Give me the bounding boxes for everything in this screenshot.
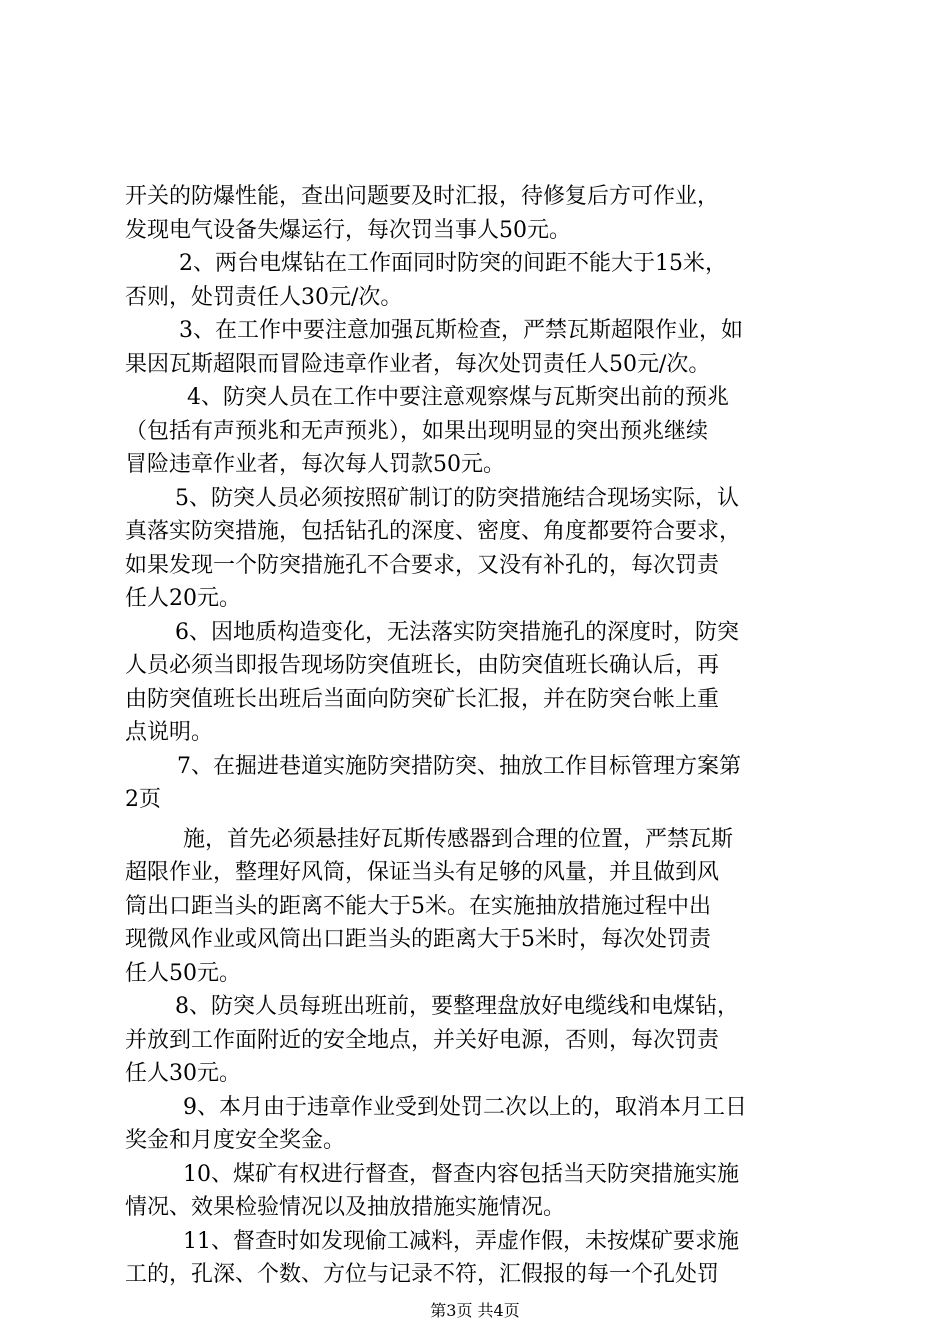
text-line: 11、督查时如发现偷工减料，弄虚作假，未按煤矿要求施 (183, 1229, 739, 1254)
text-line: 6、因地质构造变化，无法落实防突措施孔的深度时，防突 (175, 620, 739, 645)
text-line: 人员必须当即报告现场防突值班长，由防突值班长确认后，再 (125, 653, 720, 678)
text-line: 工的，孔深、个数、方位与记录不符，汇假报的每一个孔处罚 (125, 1262, 720, 1287)
text-line: 8、防突人员每班出班前，要整理盘放好电缆线和电煤钻， (175, 994, 739, 1019)
text-line: 如果发现一个防突措施孔不合要求，又没有补孔的，每次罚责 (125, 553, 720, 578)
text-line: 5、防突人员必须按照矿制订的防突措施结合现场实际，认 (175, 486, 739, 511)
text-line: 并放到工作面附近的安全地点，并关好电源，否则，每次罚责 (125, 1028, 720, 1053)
text-line: 任人30元。 (125, 1061, 241, 1086)
text-line: 现微风作业或风筒出口距当头的距离大于5米时，每次处罚责 (125, 927, 711, 952)
text-line: 点说明。 (125, 720, 214, 745)
text-line: 2、两台电煤钻在工作面同时防突的间距不能大于15米， (179, 251, 727, 276)
text-line: 开关的防爆性能，查出问题要及时汇报，待修复后方可作业， (125, 184, 720, 209)
text-line: 奖金和月度安全奖金。 (125, 1128, 346, 1153)
text-line: 2页 (125, 787, 161, 812)
text-line: 否则，处罚责任人30元/次。 (125, 285, 403, 310)
text-line: 4、防突人员在工作中要注意观察煤与瓦斯突出前的预兆 (187, 385, 729, 410)
text-line: 果因瓦斯超限而冒险违章作业者，每次处罚责任人50元/次。 (125, 352, 711, 377)
page-number-footer: 第3页 共4页 (430, 1301, 520, 1320)
text-line: 超限作业，整理好风筒，保证当头有足够的风量，并且做到风 (125, 860, 720, 885)
text-line: 冒险违章作业者，每次每人罚款50元。 (125, 452, 505, 477)
text-line: （包括有声预兆和无声预兆），如果出现明显的突出预兆继续 (125, 419, 709, 444)
text-line: 7、在掘进巷道实施防突措防突、抽放工作目标管理方案第 (177, 754, 741, 779)
text-line: 情况、效果检验情况以及抽放措施实施情况。 (125, 1195, 566, 1220)
text-line: 由防突值班长出班后当面向防突矿长汇报，并在防突台帐上重 (125, 687, 720, 712)
text-line: 施，首先必须悬挂好瓦斯传感器到合理的位置，严禁瓦斯 (183, 827, 734, 852)
text-line: 10、煤矿有权进行督查，督查内容包括当天防突措施实施 (183, 1162, 739, 1187)
text-line: 筒出口距当头的距离不能大于5米。在实施抽放措施过程中出 (125, 894, 711, 919)
text-line: 发现电气设备失爆运行，每次罚当事人50元。 (125, 218, 571, 243)
text-line: 任人20元。 (125, 586, 241, 611)
text-line: 任人50元。 (125, 961, 241, 986)
text-line: 3、在工作中要注意加强瓦斯检查，严禁瓦斯超限作业，如 (179, 318, 743, 343)
text-line: 9、本月由于违章作业受到处罚二次以上的，取消本月工日 (183, 1095, 747, 1120)
text-line: 真落实防突措施，包括钻孔的深度、密度、角度都要符合要求， (125, 519, 742, 544)
